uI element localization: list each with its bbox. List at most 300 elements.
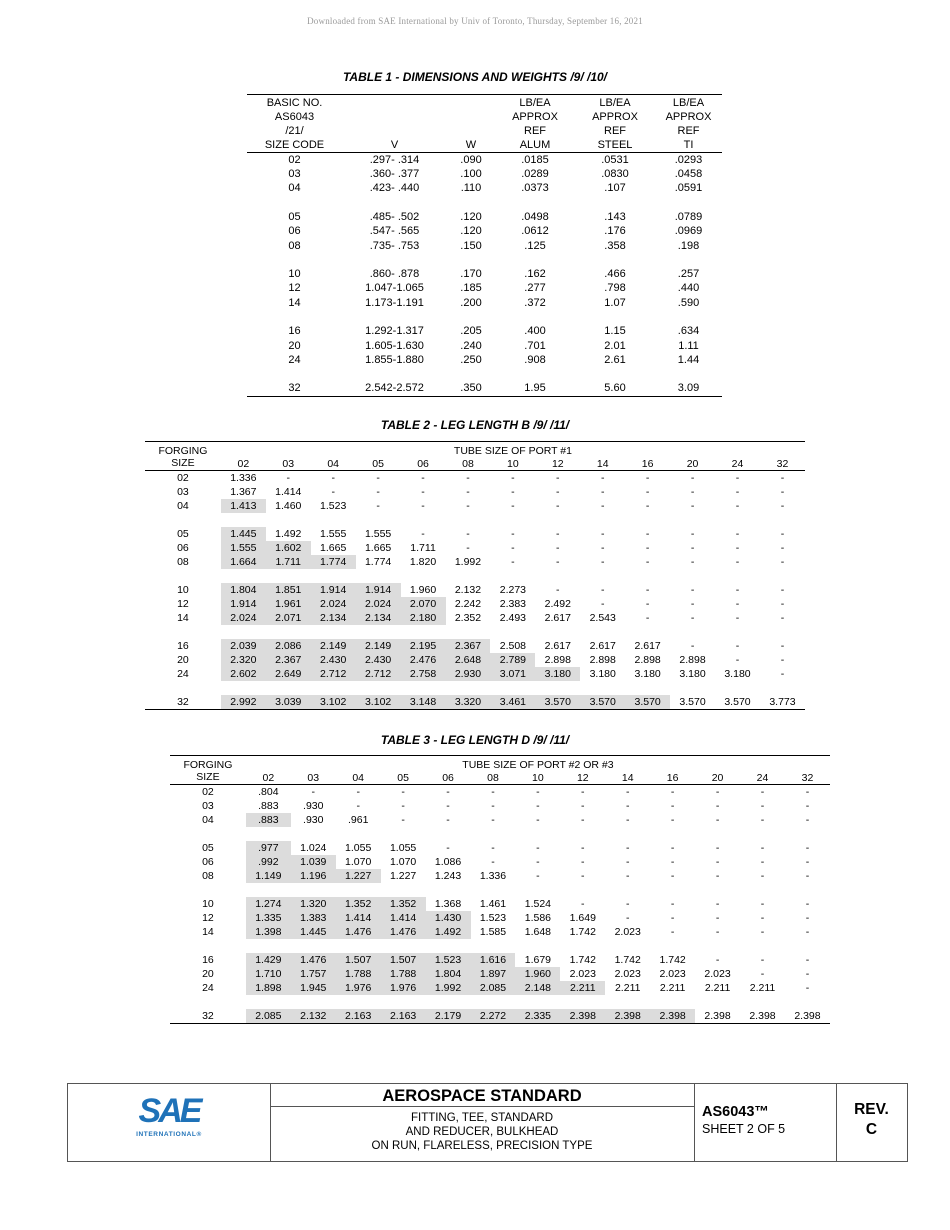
- table-cell: -: [670, 898, 675, 910]
- table-cell: 2.149: [311, 639, 356, 653]
- table-cell: -: [625, 842, 630, 854]
- table-cell: -: [625, 800, 630, 812]
- table-cell: -: [805, 954, 810, 966]
- tube-size-column-header: 10: [490, 458, 535, 471]
- table-cell: 2.383: [499, 598, 527, 610]
- tube-size-column-header: 08: [471, 772, 516, 785]
- table-cell: 1.586: [524, 912, 552, 924]
- table-cell: 1.414: [381, 911, 426, 925]
- table-cell: -: [625, 856, 630, 868]
- table-cell: -: [556, 584, 560, 596]
- tube-size-column-header: 16: [650, 772, 695, 785]
- forging-size-cell: 04: [177, 500, 189, 512]
- table-cell: 1.742: [659, 954, 686, 966]
- table-cell: 10: [288, 268, 301, 281]
- forging-size-cell: 02: [202, 786, 214, 798]
- sae-logo-subtext: INTERNATIONAL®: [136, 1131, 202, 1138]
- table-cell: 1.914: [356, 583, 401, 597]
- table-cell: .125: [524, 239, 546, 252]
- table-cell: 05: [288, 211, 301, 224]
- table-cell: -: [760, 954, 765, 966]
- table-row: [145, 499, 805, 513]
- table-cell: -: [690, 528, 695, 540]
- table-cell: -: [805, 800, 810, 812]
- revision-cell: [836, 1084, 907, 1161]
- table-cell: .240: [460, 339, 482, 352]
- table-cell: -: [670, 856, 675, 868]
- forging-size-cell: 04: [202, 814, 214, 826]
- table-row: [145, 695, 805, 710]
- forging-size-cell: 10: [202, 898, 214, 910]
- forging-size-cell: 06: [177, 542, 189, 554]
- table-cell: -: [670, 842, 675, 854]
- table-cell: 2.430: [311, 653, 356, 667]
- table1-column-header: LB/EA APPROX REF STEEL: [575, 95, 655, 153]
- table-cell: .205: [460, 325, 482, 338]
- forging-size-cell: 08: [202, 870, 214, 882]
- table-cell: -: [421, 486, 425, 498]
- tube-size-column-header: 14: [605, 772, 650, 785]
- table2-column-header-row: [145, 458, 805, 471]
- forging-size-cell: 03: [177, 486, 189, 498]
- title-block: [67, 1083, 908, 1162]
- tube-size-column-header: 16: [625, 458, 670, 471]
- table-cell: -: [735, 486, 740, 498]
- table-cell: -: [536, 786, 540, 798]
- table-cell: 1.804: [221, 583, 266, 597]
- table-cell: 2.398: [704, 1010, 731, 1022]
- table-cell: 2.493: [499, 612, 527, 624]
- table-cell: -: [625, 814, 630, 826]
- table-cell: 1.292-1.317: [365, 325, 424, 338]
- table-cell: 1.855-1.880: [365, 353, 424, 366]
- table-cell: 3.570: [679, 696, 706, 708]
- table-cell: -: [556, 528, 560, 540]
- tube-size-column-header: 04: [311, 458, 356, 471]
- table-cell: -: [625, 786, 630, 798]
- table-cell: -: [600, 542, 605, 554]
- table-cell: 1.476: [336, 925, 381, 939]
- table-cell: 1.445: [221, 527, 266, 541]
- table-cell: .0969: [674, 225, 703, 238]
- table-cell: 1.523: [320, 500, 347, 512]
- table-cell: 1.820: [409, 556, 437, 568]
- table-cell: -: [690, 598, 695, 610]
- forging-size-cell: 12: [177, 598, 189, 610]
- table-cell: 2.476: [401, 653, 446, 667]
- table-cell: -: [715, 814, 720, 826]
- table-cell: .400: [524, 325, 546, 338]
- table-cell: -: [780, 528, 785, 540]
- table-cell: -: [645, 528, 650, 540]
- table-cell: -: [805, 842, 810, 854]
- table-cell: 1.414: [336, 911, 381, 925]
- table-cell: 1.086: [434, 856, 462, 868]
- table-cell: .0373: [521, 182, 549, 195]
- table-cell: -: [760, 912, 765, 924]
- table-cell: 1.585: [479, 926, 507, 938]
- table-cell: -: [760, 856, 765, 868]
- revision-label: REV.: [854, 1101, 889, 1118]
- forging-size-cell: 32: [177, 696, 189, 708]
- table-cell: 3.570: [724, 696, 751, 708]
- table-cell: 1.336: [230, 472, 257, 484]
- table-cell: 1.243: [434, 870, 462, 882]
- table1-column-header: LB/EA APPROX REF TI: [655, 95, 722, 153]
- revision-value: C: [865, 1121, 878, 1138]
- table-cell: 1.383: [291, 911, 336, 925]
- sae-logo-text: SAE: [138, 1092, 200, 1130]
- table-cell: -: [625, 912, 630, 924]
- tube-size-column-header: 02: [221, 458, 266, 471]
- table-cell: .977: [246, 841, 291, 855]
- table-cell: -: [600, 584, 605, 596]
- download-notice: Downloaded from SAE International by Univ of Toronto, Thursday, September 16, 2021: [307, 16, 643, 26]
- table-cell: 1.665: [320, 542, 347, 554]
- tube-size-group-header: TUBE SIZE OF PORT #1: [453, 445, 572, 458]
- table-cell: 2.648: [446, 653, 491, 667]
- table-row: [247, 281, 722, 295]
- table-cell: -: [780, 472, 785, 484]
- forging-size-cell: 06: [202, 856, 214, 868]
- table-row: [145, 485, 805, 499]
- table3-group-header-row: [170, 756, 830, 772]
- standard-type: AEROSPACE STANDARD: [270, 1084, 694, 1107]
- table-cell: 2.61: [604, 353, 626, 366]
- table-cell: -: [690, 500, 695, 512]
- table-cell: -: [491, 856, 495, 868]
- table-cell: 3.180: [634, 668, 661, 680]
- table-cell: 1.555: [221, 541, 266, 555]
- table-cell: .0612: [521, 225, 549, 238]
- table-cell: -: [715, 842, 720, 854]
- table-cell: -: [690, 542, 695, 554]
- table-cell: -: [760, 842, 765, 854]
- table-cell: 2.085: [246, 1009, 291, 1024]
- table-cell: 2.508: [499, 640, 527, 652]
- table-row: [170, 897, 830, 911]
- table-cell: 2.149: [356, 639, 401, 653]
- table-cell: 1.336: [479, 870, 507, 882]
- table-cell: -: [511, 542, 515, 554]
- table-cell: .0830: [601, 168, 629, 181]
- table-cell: 1.897: [471, 967, 516, 981]
- table-cell: -: [735, 528, 740, 540]
- table-cell: 2.211: [560, 981, 605, 995]
- table-cell: -: [556, 500, 560, 512]
- table-cell: 1.461: [479, 898, 507, 910]
- table-cell: -: [491, 786, 495, 798]
- table-cell: -: [356, 800, 360, 812]
- table-cell: 2.023: [614, 968, 641, 980]
- table-cell: 2.01: [604, 339, 626, 352]
- table-cell: -: [735, 612, 740, 624]
- table-cell: 12: [288, 282, 301, 295]
- table-cell: .277: [524, 282, 546, 295]
- forging-size-cell: 05: [202, 842, 214, 854]
- sae-logo: [68, 1084, 270, 1161]
- table-cell: -: [760, 898, 765, 910]
- forging-size-cell: 12: [202, 912, 214, 924]
- table-cell: 1.555: [320, 528, 347, 540]
- table-cell: .804: [258, 786, 279, 798]
- table-cell: 1.413: [221, 499, 266, 513]
- table-cell: 1.788: [381, 967, 426, 981]
- table-cell: 2.024: [221, 611, 266, 625]
- table-cell: -: [760, 814, 765, 826]
- table-cell: 1.398: [246, 925, 291, 939]
- table-cell: -: [401, 814, 405, 826]
- table-cell: -: [600, 528, 605, 540]
- table-cell: -: [690, 556, 695, 568]
- tube-size-column-header: 08: [446, 458, 491, 471]
- table-cell: 3.102: [356, 695, 401, 710]
- table-cell: -: [421, 500, 425, 512]
- table-cell: 2.898: [589, 654, 616, 666]
- table-row: [170, 855, 830, 869]
- table-cell: 2.930: [446, 667, 491, 681]
- table-cell: 2.242: [454, 598, 482, 610]
- table-cell: 1.44: [677, 353, 700, 366]
- logo-cell: [68, 1084, 271, 1161]
- table-cell: 1.710: [246, 967, 291, 981]
- standard-cell: [270, 1084, 695, 1161]
- table-cell: 1.961: [266, 597, 311, 611]
- tube-size-group-header: TUBE SIZE OF PORT #2 OR #3: [462, 759, 614, 772]
- table-cell: -: [735, 640, 740, 652]
- table-cell: -: [466, 472, 470, 484]
- table-row: [170, 967, 830, 981]
- table-row: [170, 785, 830, 800]
- table-cell: 1.414: [275, 486, 302, 498]
- table-cell: -: [536, 814, 540, 826]
- table-cell: 1.11: [678, 339, 699, 352]
- table1-column-header: LB/EA APPROX REF ALUM: [495, 95, 575, 153]
- table-cell: 2.320: [221, 653, 266, 667]
- table-cell: 1.605-1.630: [365, 339, 424, 352]
- table-cell: 1.149: [246, 869, 291, 883]
- table-cell: .883: [246, 813, 291, 827]
- table-cell: .358: [604, 239, 626, 252]
- table-cell: -: [805, 912, 810, 924]
- table-row: [247, 210, 722, 224]
- table-cell: 2.352: [454, 612, 482, 624]
- table3-column-header-row: [170, 772, 830, 785]
- table-cell: .485- .502: [369, 211, 420, 224]
- table-cell: 16: [288, 325, 301, 338]
- table-cell: -: [286, 472, 291, 484]
- table-cell: -: [715, 954, 720, 966]
- table-row: [170, 841, 830, 855]
- table-cell: -: [376, 472, 380, 484]
- table-cell: 2.211: [704, 982, 731, 994]
- table-cell: -: [466, 542, 470, 554]
- tube-size-column-header: 06: [401, 458, 446, 471]
- table-cell: -: [780, 598, 785, 610]
- table-row: [247, 167, 722, 181]
- table-cell: 2.023: [704, 968, 731, 980]
- table-cell: -: [645, 612, 650, 624]
- table-cell: 1.445: [291, 925, 336, 939]
- table-cell: -: [780, 542, 785, 554]
- tube-size-column-header: 05: [356, 458, 401, 471]
- table-cell: 3.570: [625, 695, 670, 710]
- table-row: [145, 541, 805, 555]
- table-cell: .372: [524, 296, 546, 309]
- table-cell: .547- .565: [369, 225, 420, 238]
- table-cell: 1.711: [266, 555, 311, 569]
- table-cell: -: [581, 814, 585, 826]
- table1-column-header: BASIC NO. AS6043 /21/ SIZE CODE: [247, 95, 342, 153]
- table-cell: .634: [677, 325, 700, 338]
- table-cell: 2.179: [426, 1009, 471, 1024]
- table-row: [170, 981, 830, 995]
- table-cell: -: [715, 856, 720, 868]
- table-cell: -: [645, 584, 650, 596]
- table-cell: -: [645, 472, 650, 484]
- table-cell: .930: [303, 814, 324, 826]
- table-cell: -: [625, 870, 630, 882]
- table-cell: 2.617: [589, 640, 616, 652]
- table-cell: 1.665: [364, 542, 392, 554]
- table-cell: 1.960: [515, 967, 560, 981]
- table-cell: 2.398: [794, 1010, 821, 1022]
- table-cell: -: [805, 968, 810, 980]
- table-cell: -: [780, 556, 785, 568]
- table-cell: 1.429: [246, 953, 291, 967]
- table-cell: .0591: [674, 182, 703, 195]
- table-cell: 2.024: [356, 597, 401, 611]
- table-row: [145, 555, 805, 569]
- table-cell: 2.132: [454, 584, 482, 596]
- table-cell: 1.492: [426, 925, 471, 939]
- table-cell: -: [780, 668, 785, 680]
- table-cell: 2.273: [499, 584, 527, 596]
- table-cell: -: [511, 500, 515, 512]
- dimensions-weights-table: [247, 94, 722, 397]
- table-cell: -: [670, 786, 675, 798]
- table-cell: -: [600, 556, 605, 568]
- table-cell: 1.039: [291, 855, 336, 869]
- table-cell: 2.163: [336, 1009, 381, 1024]
- table-cell: 1.352: [336, 897, 381, 911]
- table-row: [247, 296, 722, 310]
- table-row: [145, 611, 805, 625]
- table-cell: 2.543: [589, 612, 616, 624]
- table-cell: 1.460: [275, 500, 302, 512]
- tube-size-column-header: 12: [560, 772, 605, 785]
- table-cell: .150: [460, 239, 482, 252]
- table-cell: -: [690, 584, 695, 596]
- table-cell: 1.055: [345, 842, 372, 854]
- table-cell: 20: [288, 339, 301, 352]
- table-cell: -: [376, 486, 380, 498]
- table-cell: 3.180: [724, 668, 751, 680]
- table-cell: 1.367: [230, 486, 257, 498]
- table-cell: -: [581, 842, 585, 854]
- forging-size-cell: 24: [177, 668, 189, 680]
- table-cell: 3.320: [446, 695, 491, 710]
- table-cell: 5.60: [604, 382, 626, 395]
- table-cell: -: [466, 500, 470, 512]
- table-cell: -: [780, 486, 785, 498]
- table-cell: 1.335: [246, 911, 291, 925]
- table1-title: TABLE 1 - DIMENSIONS AND WEIGHTS /9/ /10/: [342, 70, 608, 84]
- table-cell: -: [645, 486, 650, 498]
- table-cell: .798: [604, 282, 626, 295]
- tube-size-column-header: 03: [266, 458, 311, 471]
- table-cell: .0531: [601, 154, 629, 166]
- table-cell: 1.774: [311, 555, 356, 569]
- tube-size-column-header: 06: [426, 772, 471, 785]
- table-cell: 1.898: [246, 981, 291, 995]
- forging-size-header: FORGING SIZE: [170, 756, 246, 785]
- table-cell: 2.023: [659, 968, 686, 980]
- table-cell: 3.570: [535, 695, 580, 710]
- table-cell: -: [401, 800, 405, 812]
- table-cell: 1.352: [381, 897, 426, 911]
- table-row: [170, 1009, 830, 1024]
- table-cell: -: [805, 870, 810, 882]
- table-cell: .930: [303, 800, 324, 812]
- table-cell: -: [331, 472, 335, 484]
- table-cell: 2.789: [490, 653, 535, 667]
- table-cell: .257: [677, 268, 700, 281]
- table-cell: 1.742: [614, 954, 641, 966]
- forging-size-cell: 16: [202, 954, 214, 966]
- tube-size-column-header: 20: [670, 458, 715, 471]
- table-cell: -: [715, 800, 720, 812]
- table-cell: 1.960: [409, 584, 437, 596]
- table-cell: 32: [288, 382, 301, 395]
- table-cell: .143: [604, 211, 626, 224]
- table-cell: -: [581, 898, 585, 910]
- table-cell: -: [581, 786, 585, 798]
- table-cell: .176: [604, 225, 626, 238]
- table-cell: -: [466, 486, 470, 498]
- table-cell: 24: [288, 353, 301, 366]
- tube-size-column-header: 24: [740, 772, 785, 785]
- table-cell: 03: [288, 168, 301, 181]
- table-cell: -: [690, 640, 695, 652]
- table-cell: .0289: [521, 168, 549, 181]
- tube-size-column-header: 12: [535, 458, 580, 471]
- table-cell: 3.180: [679, 668, 706, 680]
- table-cell: 14: [288, 296, 301, 309]
- table1-header-row: [247, 95, 722, 153]
- table-cell: 3.180: [535, 667, 580, 681]
- table-row: [247, 181, 722, 195]
- table2-title: TABLE 2 - LEG LENGTH B /9/ /11/: [380, 418, 570, 432]
- table-cell: -: [446, 842, 450, 854]
- table-cell: 2.617: [544, 612, 571, 624]
- table-cell: -: [670, 800, 675, 812]
- table-cell: 1.227: [336, 869, 381, 883]
- table-cell: 2.039: [221, 639, 266, 653]
- table-row: [145, 583, 805, 597]
- table-cell: -: [760, 800, 765, 812]
- table-cell: .701: [524, 339, 546, 352]
- table-cell: .908: [524, 353, 546, 366]
- table-cell: 2.148: [515, 981, 560, 995]
- table-cell: .961: [347, 814, 369, 826]
- table-cell: 2.024: [311, 597, 356, 611]
- table-cell: 1.788: [336, 967, 381, 981]
- table-cell: -: [645, 556, 650, 568]
- table-cell: -: [581, 800, 585, 812]
- table-cell: 3.180: [589, 668, 616, 680]
- table-cell: 2.367: [266, 653, 311, 667]
